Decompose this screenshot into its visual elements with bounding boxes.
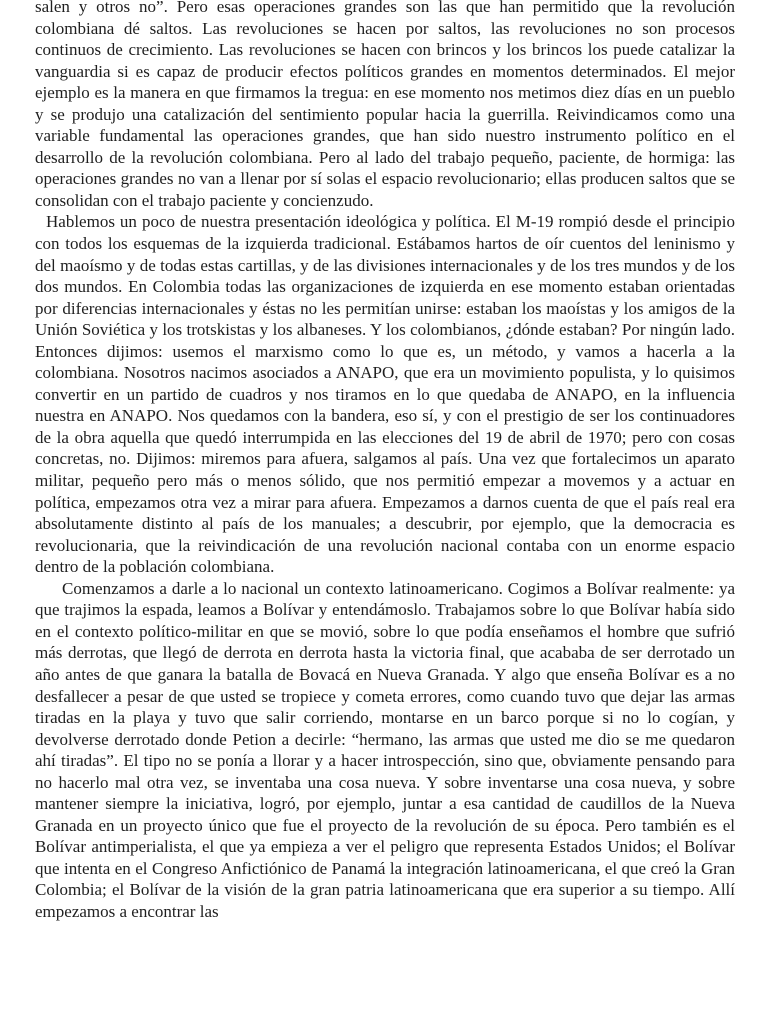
paragraph-operaciones-grandes: salen y otros no”. Pero esas operaciones grandes son las que han permitido que la revolución colombiana dé saltos. Las revoluciones se hacen por saltos, las revoluciones no son procesos continuos de crecimiento. Las revoluciones se hacen con brincos y los brincos los puede catalizar la vanguardia si es capaz de producir efectos políticos grandes en momentos determinados. El mejor ejemplo es la manera en que firmamos la tregua: en ese momento nos metimos diez días en un pueblo y se produjo una catalización del sentimiento popular hacia la guerrilla. Reivindicamos como una variable fundamental las operaciones grandes, que han sido nuestro instrumento político en el desarrollo de la revolución colombiana. Pero al lado del trabajo pequeño, paciente, de hormiga: las operaciones grandes no van a llenar por sí solas el espacio revolucionario; ellas producen saltos que se consolidan con el trabajo paciente y concienzudo. bbox=[35, 0, 735, 210]
paragraph-contexto-latinoamericano: Comenzamos a darle a lo nacional un contexto latinoamericano. Cogimos a Bolívar realmente: ya que trajimos la espada, leamos a Bolívar y entendámoslo. Trabajamos sobre lo que Bolívar había sido en el contexto político-militar en que se movió, sobre lo que podía enseñamos el hombre que sufrió más derrotas, que llegó de derrota en derrota hasta la victoria final, que acababa de ser derrotado un año antes de que ganara la batalla de Bovacá en Nueva Granada. Y algo que enseña Bolívar es a no desfallecer a pesar de que usted se tropiece y cometa errores, como cuando tuvo que dejar las armas tiradas en la playa y tuvo que salir corriendo, montarse en un barco porque si no lo cogían, y devolverse derrotado donde Petion a decirle: “hermano, las armas que usted me dio se me quedaron ahí tiradas”. El tipo no se ponía a llorar y a hacer introspección, sino que, obviamente pensando para no hacerlo mal otra vez, se inventaba una cosa nueva. Y sobre inventarse una cosa nueva, y sobre mantener siempre la iniciativa, logró, por ejemplo, juntar a esa cantidad de caudillos de la Nueva Granada en un proyecto único que fue el proyecto de la revolución de su época. Pero también es el Bolívar antimperialista, el que ya empieza a ver el peligro que representa Estados Unidos; el Bolívar que intenta en el Congreso Anfictiónico de Panamá la integración latinoamericana, el que creó la Gran Colombia; el Bolívar de la visión de la gran patria latinoamericana que era superior a su tiempo. Allí empezamos a encontrar las bbox=[35, 578, 735, 921]
paragraph-presentacion-ideologica: Hablemos un poco de nuestra presentación ideológica y política. El M-19 rompió desde el principio con todos los esquemas de la izquierda tradicional. Estábamos hartos de oír cuentos del leninismo y del maoísmo y de todas estas cartillas, y de las divisiones internacionales y de los tres mundos y de los dos mundos. En Colombia todas las organizaciones de izquierda en ese momento estaban orientadas por diferencias internacionales y éstas no les permitían unirse: estaban los maoístas y los amigos de la Unión Soviética y los trotskistas y los albaneses. Y los colombianos, ¿dónde estaban? Por ningún lado. Entonces dijimos: usemos el marxismo como lo que es, un método, y vamos a hacerla a la colombiana. Nosotros nacimos asociados a ANAPO, que era un movimiento populista, y lo quisimos convertir en un partido de cuadros y nos tiramos en lo que quedaba de ANAPO, en la influencia nuestra en ANAPO. Nos quedamos con la bandera, eso sí, y con el prestigio de ser los continuadores de la obra aquella que quedó interrumpida en las elecciones del 19 de abril de 1970; pero con cosas concretas, no. Dijimos: miremos para afuera, salgamos al país. Una vez que fortalecimos un aparato militar, pequeño pero más o menos sólido, que nos permitió empezar a movemos y a actuar en política, empezamos otra vez a mirar para afuera. Empezamos a darnos cuenta de que el país real era absolutamente distinto al país de los manuales; a descubrir, por ejemplo, que la democracia es revolucionaria, que la reivindicación de una revolución nacional contaba con un enorme espacio dentro de la población colombiana. bbox=[35, 212, 735, 577]
document-page bbox=[35, 0, 735, 923]
